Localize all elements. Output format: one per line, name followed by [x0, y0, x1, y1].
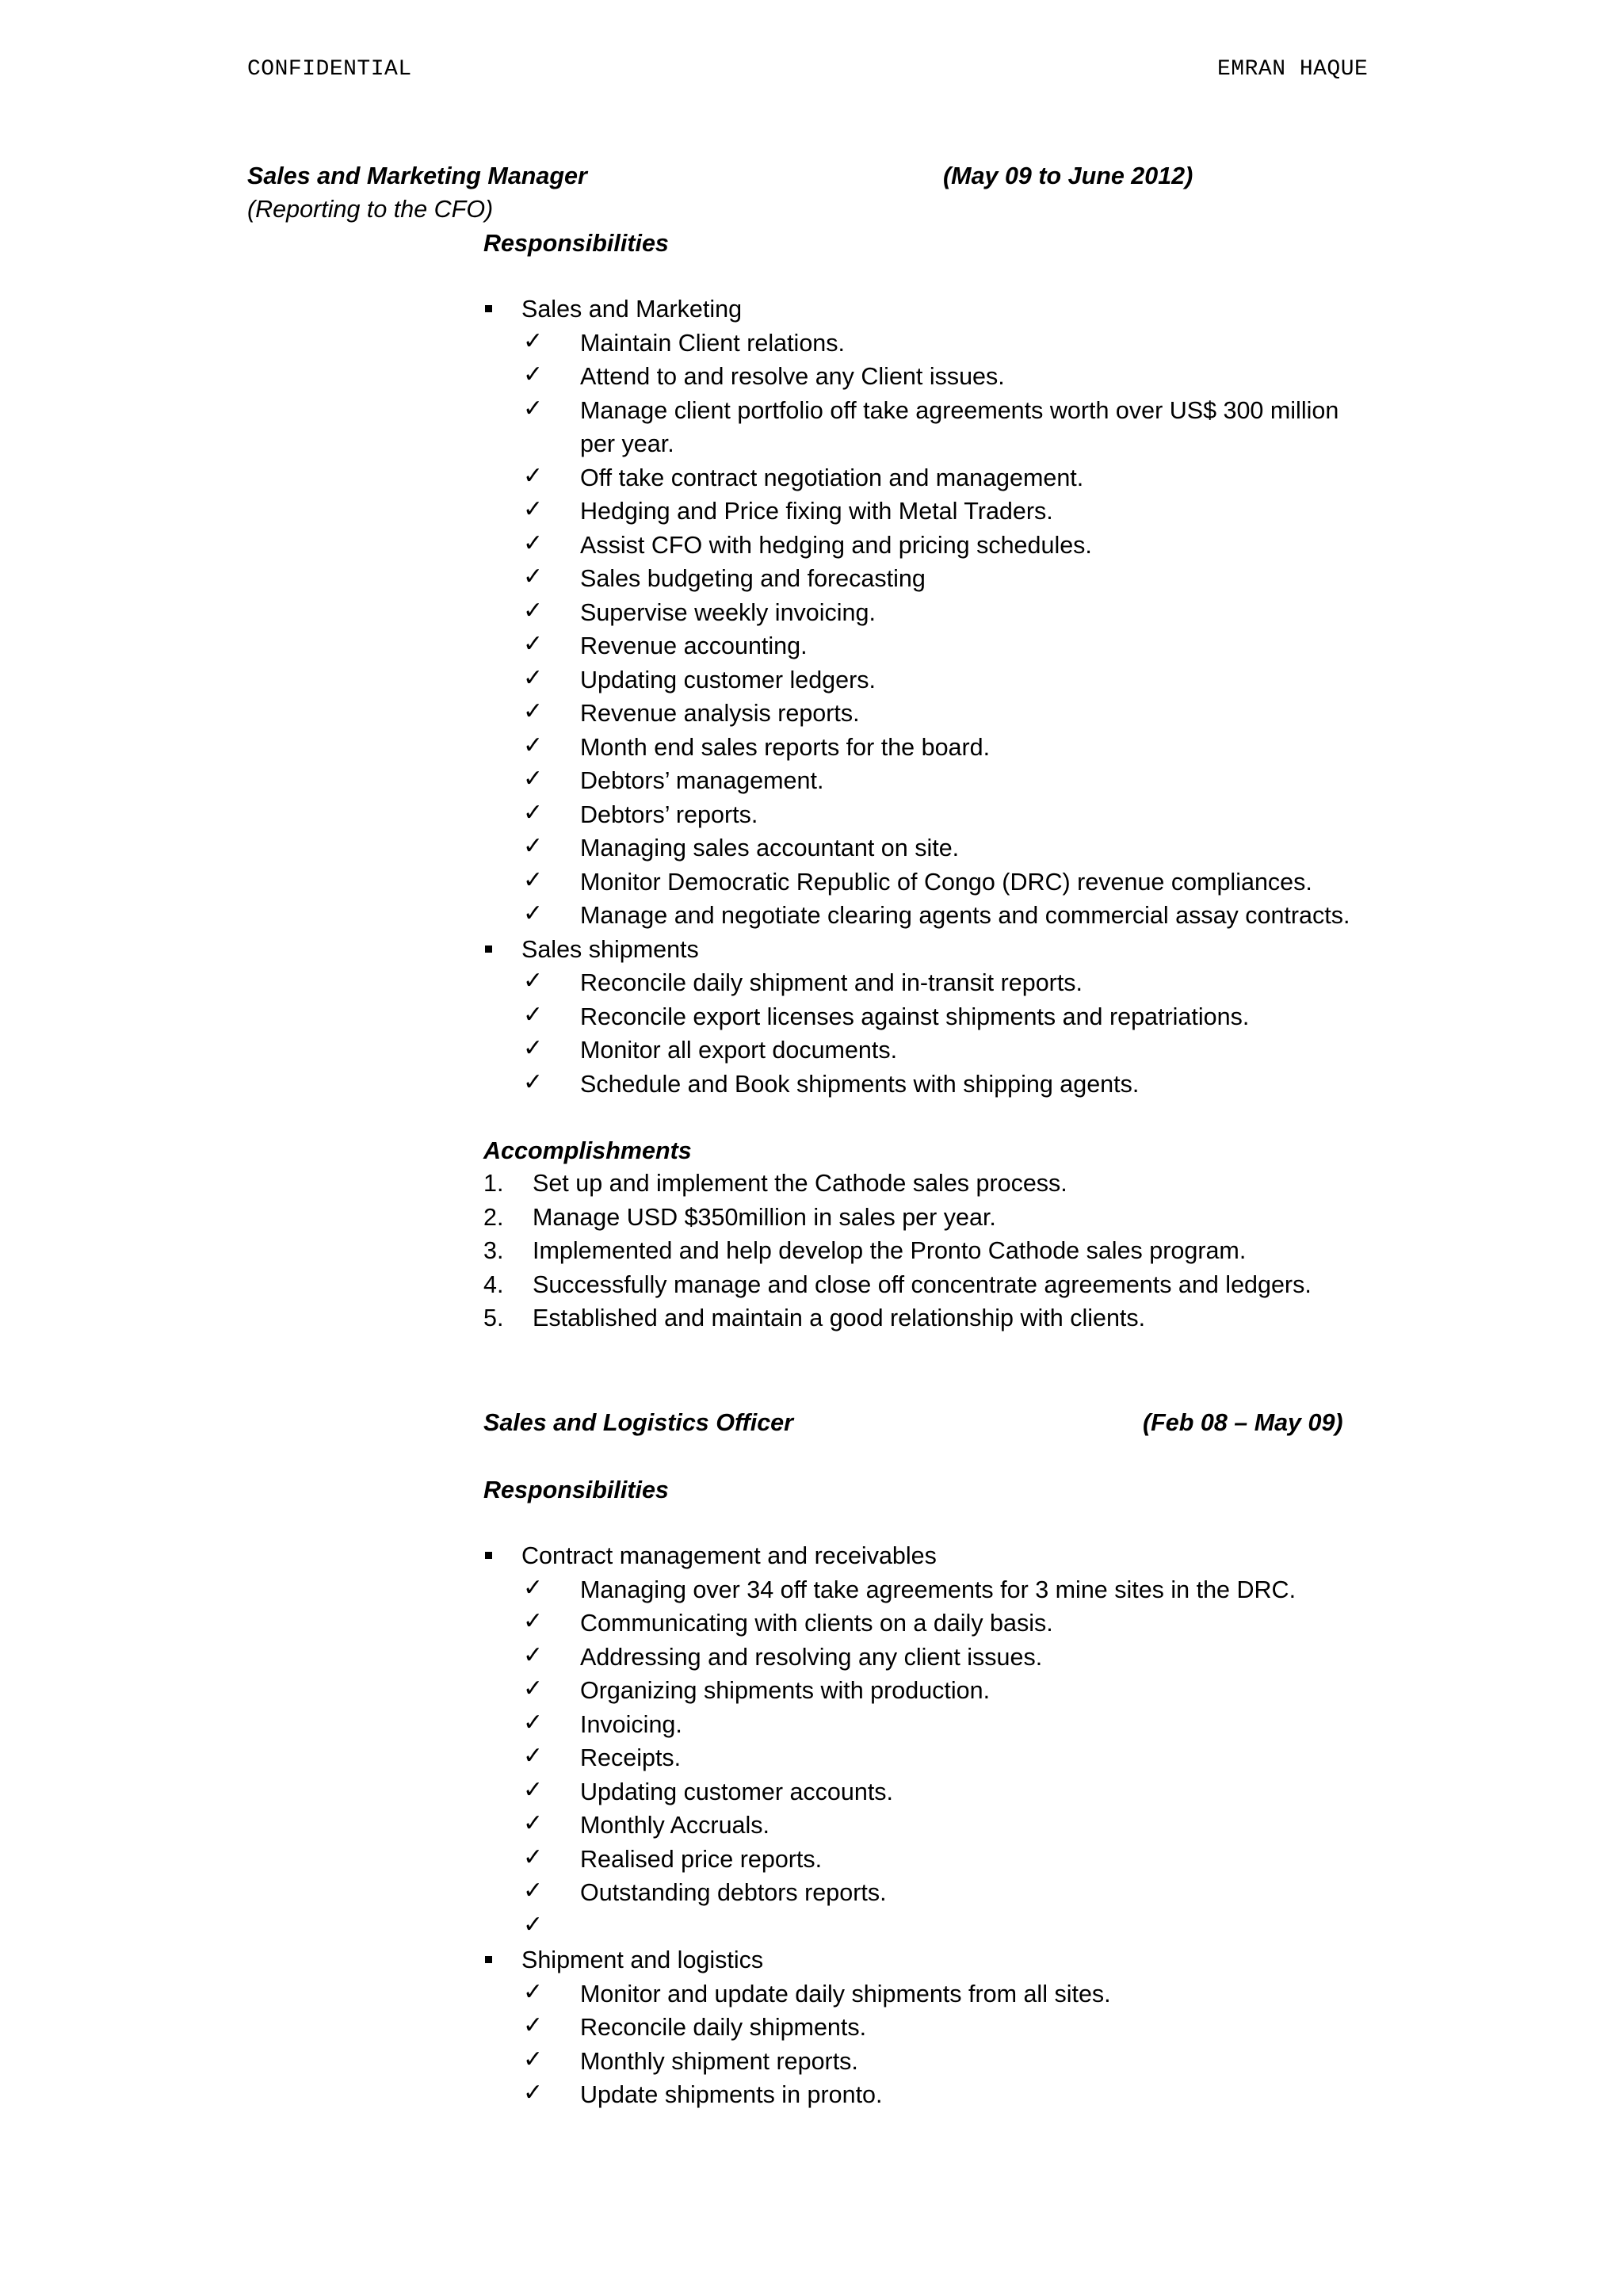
checkmark-icon: ✓: [523, 1675, 544, 1702]
responsibility-item: Reconcile daily shipment and in-transit reports.: [580, 969, 1083, 996]
responsibility-item: Monitor all export documents.: [580, 1037, 898, 1064]
checkmark-icon: ✓: [523, 2080, 544, 2106]
job2-responsibilities-heading: Responsibilities: [483, 1477, 669, 1503]
checkmark-icon: ✓: [523, 496, 544, 522]
responsibility-item: Revenue accounting.: [580, 632, 808, 659]
accomplishment-item: Successfully manage and close off concentrate agreements and ledgers.: [533, 1270, 1312, 1298]
checkmark-icon: ✓: [523, 597, 544, 624]
checkmark-icon: ✓: [523, 766, 544, 792]
responsibility-item: Communicating with clients on a daily basis.: [580, 1610, 1053, 1637]
responsibility-item: Supervise weekly invoicing.: [580, 598, 876, 626]
checkmark-icon: ✓: [523, 631, 544, 657]
checkmark-icon: ✓: [523, 1878, 544, 1904]
responsibility-item: Monitor Democratic Republic of Congo (DRC) revenue compliances.: [580, 868, 1312, 896]
responsibility-item: Update shipments in pronto.: [580, 2081, 883, 2108]
accomplishment-number: 5.: [483, 1305, 504, 1331]
checkmark-icon: ✓: [523, 1810, 544, 1836]
checkmark-icon: ✓: [523, 1911, 544, 1938]
responsibility-item: Organizing shipments with production.: [580, 1677, 991, 1704]
responsibility-item: Revenue analysis reports.: [580, 700, 860, 727]
responsibility-item: Receipts.: [580, 1744, 682, 1771]
checkmark-icon: ✓: [523, 1843, 544, 1870]
responsibility-item: Realised price reports.: [580, 1845, 823, 1873]
responsibility-item: Updating customer accounts.: [580, 1778, 894, 1805]
checkmark-icon: ✓: [523, 462, 544, 489]
checkmark-icon: ✓: [523, 529, 544, 556]
checkmark-icon: ✓: [523, 1608, 544, 1634]
responsibility-item: Outstanding debtors reports.: [580, 1879, 887, 1906]
responsibility-item: Hedging and Price fixing with Metal Traders.: [580, 498, 1053, 525]
job1-title: Sales and Marketing Manager: [247, 162, 587, 189]
checkmark-icon: ✓: [523, 799, 544, 826]
checkmark-icon: ✓: [523, 1743, 544, 1769]
checkmark-icon: ✓: [523, 900, 544, 926]
checkmark-icon: ✓: [523, 1035, 544, 1061]
responsibility-item: Month end sales reports for the board.: [580, 733, 991, 761]
responsibility-item: Reconcile daily shipments.: [580, 2014, 867, 2041]
responsibility-item: Invoicing.: [580, 1710, 682, 1738]
checkmark-icon: ✓: [523, 1001, 544, 1028]
job2-title: Sales and Logistics Officer: [483, 1409, 793, 1436]
accomplishment-item: Set up and implement the Cathode sales process.: [533, 1170, 1067, 1197]
square-bullet-icon: [485, 305, 492, 312]
checkmark-icon: ✓: [523, 2012, 544, 2038]
responsibility-item: Assist CFO with hedging and pricing schedules.: [580, 531, 1092, 559]
bullet-group-label: Sales and Marketing: [521, 296, 743, 323]
checkmark-icon: ✓: [523, 732, 544, 758]
checkmark-icon: ✓: [523, 1978, 544, 2005]
responsibility-item: Sales budgeting and forecasting: [580, 565, 926, 592]
square-bullet-icon: [485, 946, 492, 953]
accomplishment-item: Established and maintain a good relationship with clients.: [533, 1305, 1146, 1331]
responsibility-item: Manage and negotiate clearing agents and commercial assay contracts.: [580, 902, 1350, 929]
checkmark-icon: ✓: [523, 866, 544, 893]
job1-dates: (May 09 to June 2012): [943, 162, 1193, 189]
responsibility-item: Debtors’ management.: [580, 767, 824, 794]
checkmark-icon: ✓: [523, 2046, 544, 2073]
responsibility-item: Managing over 34 off take agreements for 3 mine sites in the DRC.: [580, 1576, 1296, 1603]
accomplishments-heading: Accomplishments: [483, 1137, 692, 1164]
checkmark-icon: ✓: [523, 664, 544, 691]
checkmark-icon: ✓: [523, 968, 544, 994]
responsibility-item: Schedule and Book shipments with shipping agents.: [580, 1070, 1140, 1098]
checkmark-icon: ✓: [523, 361, 544, 388]
job2-dates: (Feb 08 – May 09): [1143, 1409, 1343, 1436]
responsibility-item: Reconcile export licenses against shipments and repatriations.: [580, 1003, 1250, 1030]
responsibility-item: Monitor and update daily shipments from all sites.: [580, 1980, 1111, 2008]
responsibility-item: Attend to and resolve any Client issues.: [580, 363, 1005, 390]
checkmark-icon: ✓: [523, 395, 544, 422]
author-name: EMRAN HAQUE: [1217, 57, 1369, 82]
checkmark-icon: ✓: [523, 698, 544, 724]
checkmark-icon: ✓: [523, 1776, 544, 1803]
accomplishment-number: 4.: [483, 1270, 504, 1298]
responsibility-item: Debtors’ reports.: [580, 800, 758, 828]
job1-reporting: (Reporting to the CFO): [247, 196, 494, 223]
accomplishment-number: 1.: [483, 1170, 504, 1197]
responsibility-item: Manage client portfolio off take agreements worth over US$ 300 million: [580, 396, 1339, 424]
responsibility-item: Managing sales accountant on site.: [580, 835, 960, 861]
accomplishment-item: Implemented and help develop the Pronto Cathode sales program.: [533, 1237, 1247, 1264]
checkmark-icon: ✓: [523, 1709, 544, 1736]
checkmark-icon: ✓: [523, 1641, 544, 1668]
bullet-group-label: Shipment and logistics: [521, 1946, 764, 1973]
square-bullet-icon: [485, 1552, 492, 1559]
checkmark-icon: ✓: [523, 1068, 544, 1095]
responsibility-item: Monthly shipment reports.: [580, 2047, 858, 2075]
square-bullet-icon: [485, 1956, 492, 1963]
bullet-group-label: Sales shipments: [521, 935, 699, 963]
checkmark-icon: ✓: [523, 327, 544, 354]
checkmark-icon: ✓: [523, 563, 544, 590]
accomplishment-number: 3.: [483, 1237, 504, 1264]
accomplishment-item: Manage USD $350million in sales per year.: [533, 1203, 996, 1231]
checkmark-icon: ✓: [523, 1574, 544, 1601]
responsibility-item: per year.: [580, 430, 674, 457]
accomplishment-number: 2.: [483, 1203, 504, 1231]
bullet-group-label: Contract management and receivables: [521, 1542, 937, 1569]
responsibility-item: Off take contract negotiation and management.: [580, 464, 1084, 491]
responsibility-item: Maintain Client relations.: [580, 329, 845, 357]
confidential-label: CONFIDENTIAL: [247, 57, 412, 82]
job1-responsibilities-heading: Responsibilities: [483, 230, 669, 257]
checkmark-icon: ✓: [523, 833, 544, 859]
responsibility-item: Addressing and resolving any client issues.: [580, 1643, 1043, 1671]
responsibility-item: Updating customer ledgers.: [580, 666, 876, 693]
responsibility-item: Monthly Accruals.: [580, 1812, 770, 1839]
